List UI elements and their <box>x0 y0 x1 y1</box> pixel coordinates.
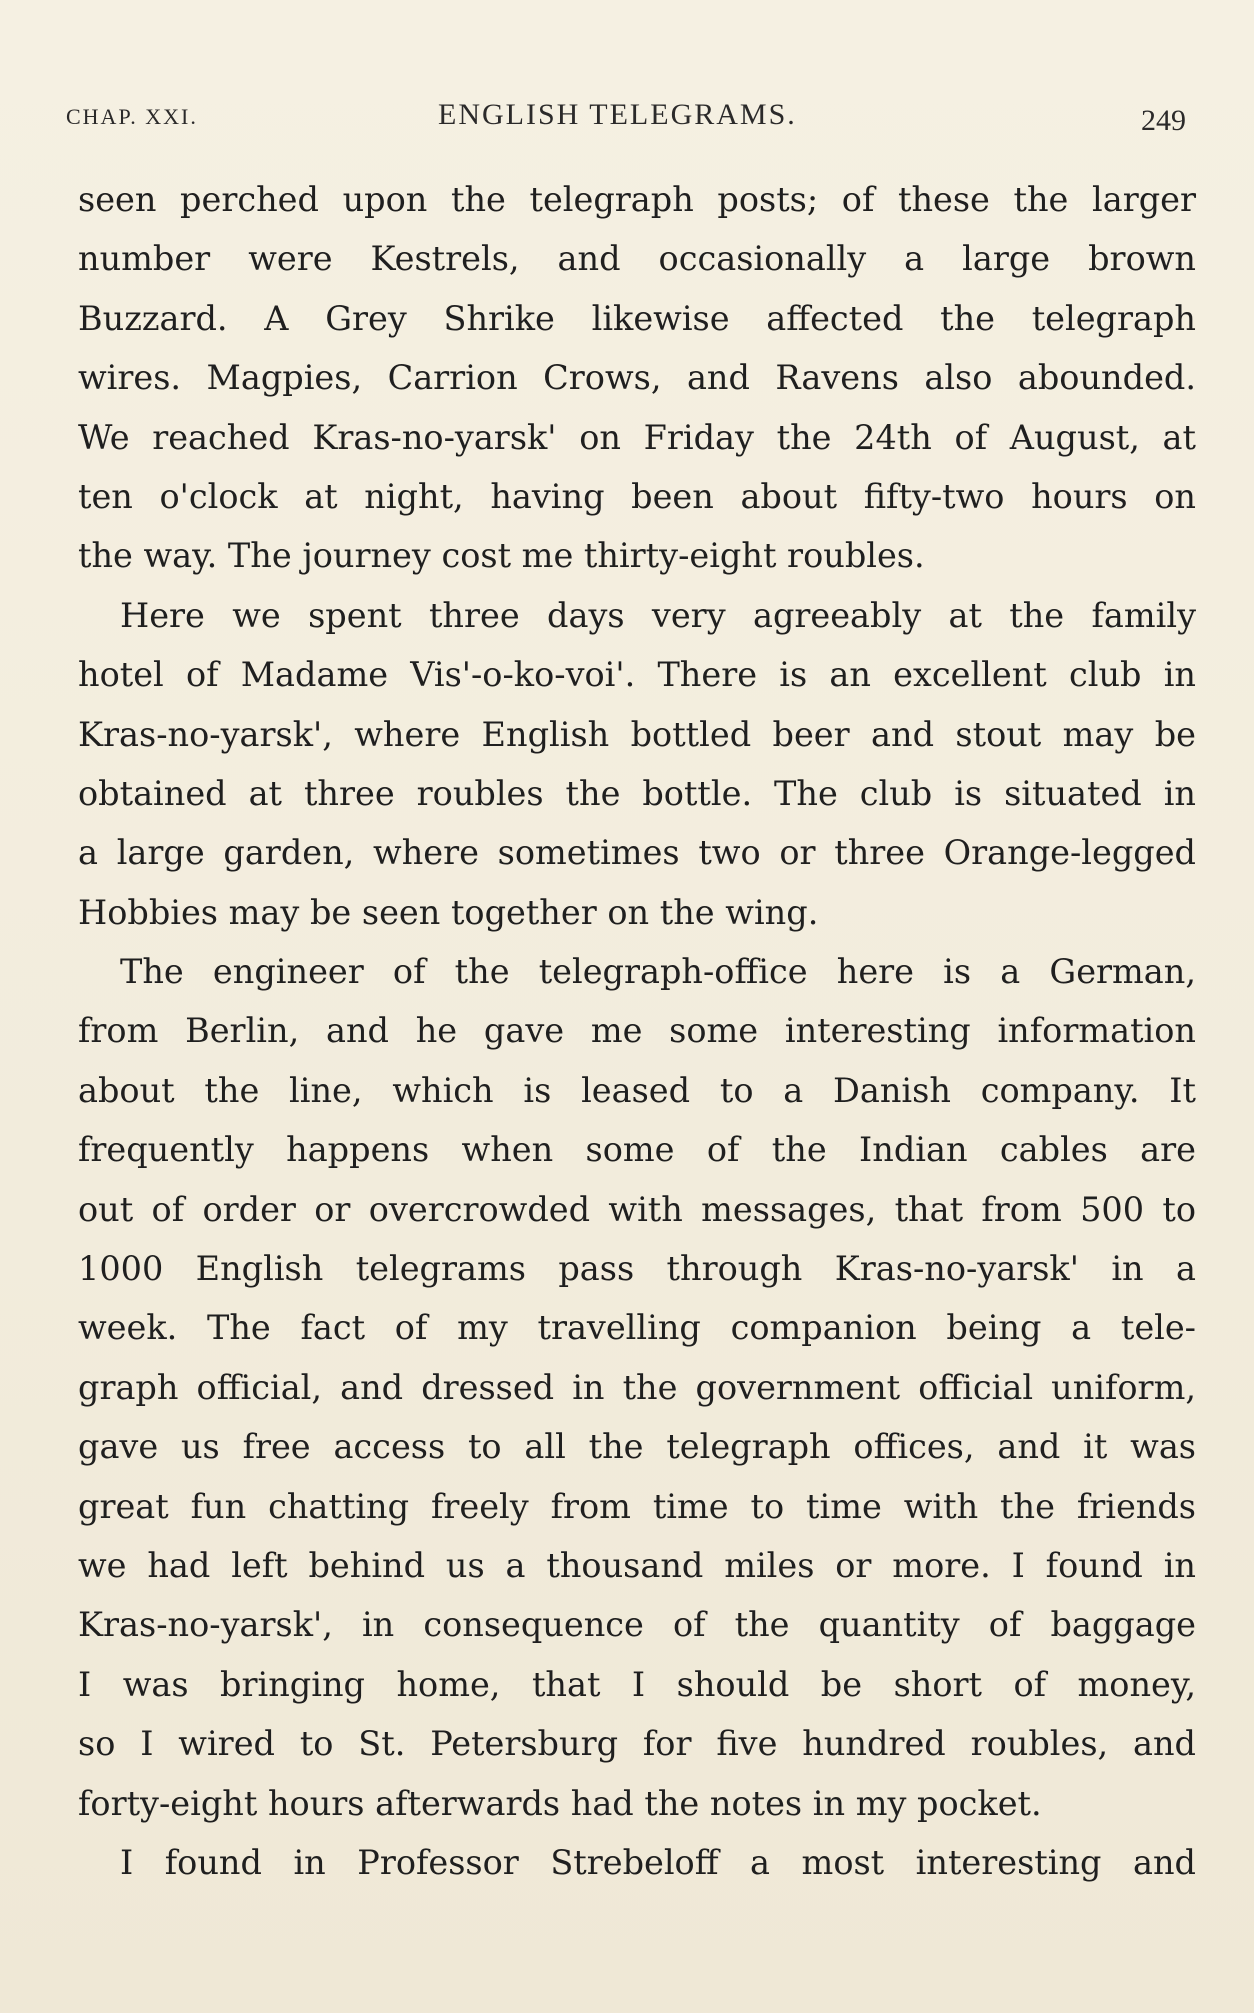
text-line: Kras-no-yarsk', in consequence of the quantity of baggage <box>78 1605 1196 1645</box>
text-line: hotel of Madame Vis'-o-ko-voi'. There is an excellent club in <box>78 655 1196 695</box>
text-line: great fun chatting freely from time to time with the friends <box>78 1486 1196 1526</box>
text-line: Kras-no-yarsk', where English bottled beer and stout may be <box>78 714 1196 754</box>
text-line: out of order or overcrowded with messages, that from 500 to <box>78 1189 1196 1229</box>
chapter-label: CHAP. XXI. <box>66 104 198 129</box>
text-line: forty-eight hours afterwards had the notes in my pocket. <box>78 1783 1042 1823</box>
text-line: frequently happens when some of the Indian cables are <box>78 1130 1196 1170</box>
text-line: Buzzard. A Grey Shrike likewise affected the telegraph <box>78 298 1196 338</box>
text-line: Hobbies may be seen together on the wing. <box>78 892 819 932</box>
text-line: ten o'clock at night, having been about fifty-two hours on <box>78 476 1196 516</box>
text-line: graph official, and dressed in the government official uniform, <box>78 1367 1196 1407</box>
text-line: number were Kestrels, and occasionally a large brown <box>78 239 1196 279</box>
page-number: 249 <box>1141 104 1186 137</box>
running-title: ENGLISH TELEGRAMS. <box>438 98 797 131</box>
text-line: wires. Magpies, Carrion Crows, and Ravens also abounded. <box>78 358 1196 398</box>
text-line: week. The fact of my travelling companion being a tele- <box>78 1308 1196 1348</box>
text-line: we had left behind us a thousand miles or more. I found in <box>78 1545 1196 1585</box>
text-line: obtained at three roubles the bottle. The club is situated in <box>78 773 1196 813</box>
paragraph-start-line: Here we spent three days very agreeably at the family <box>120 595 1196 635</box>
text-line: about the line, which is leased to a Danish company. It <box>78 1070 1196 1110</box>
text-line: I was bringing home, that I should be short of money, <box>78 1664 1196 1704</box>
text-line: gave us free access to all the telegraph offices, and it was <box>78 1427 1196 1467</box>
text-line: a large garden, where sometimes two or three Orange-legged <box>78 833 1196 873</box>
paragraph-start-line: I found in Professor Strebeloff a most interesting and <box>120 1842 1196 1882</box>
text-line: We reached Kras-no-yarsk' on Friday the 24th of August, at <box>78 417 1196 457</box>
text-line: seen perched upon the telegraph posts; of these the larger <box>78 180 1196 219</box>
text-line: 1000 English telegrams pass through Kras-no-yarsk' in a <box>78 1249 1196 1289</box>
text-line: so I wired to St. Petersburg for five hundred roubles, and <box>78 1724 1196 1764</box>
paragraph-start-line: The engineer of the telegraph-office here is a German, <box>120 952 1196 992</box>
body-text <box>78 170 1196 1892</box>
running-header <box>66 98 1186 148</box>
text-line: from Berlin, and he gave me some interesting information <box>78 1011 1196 1051</box>
text-line: the way. The journey cost me thirty-eight roubles. <box>78 536 925 576</box>
